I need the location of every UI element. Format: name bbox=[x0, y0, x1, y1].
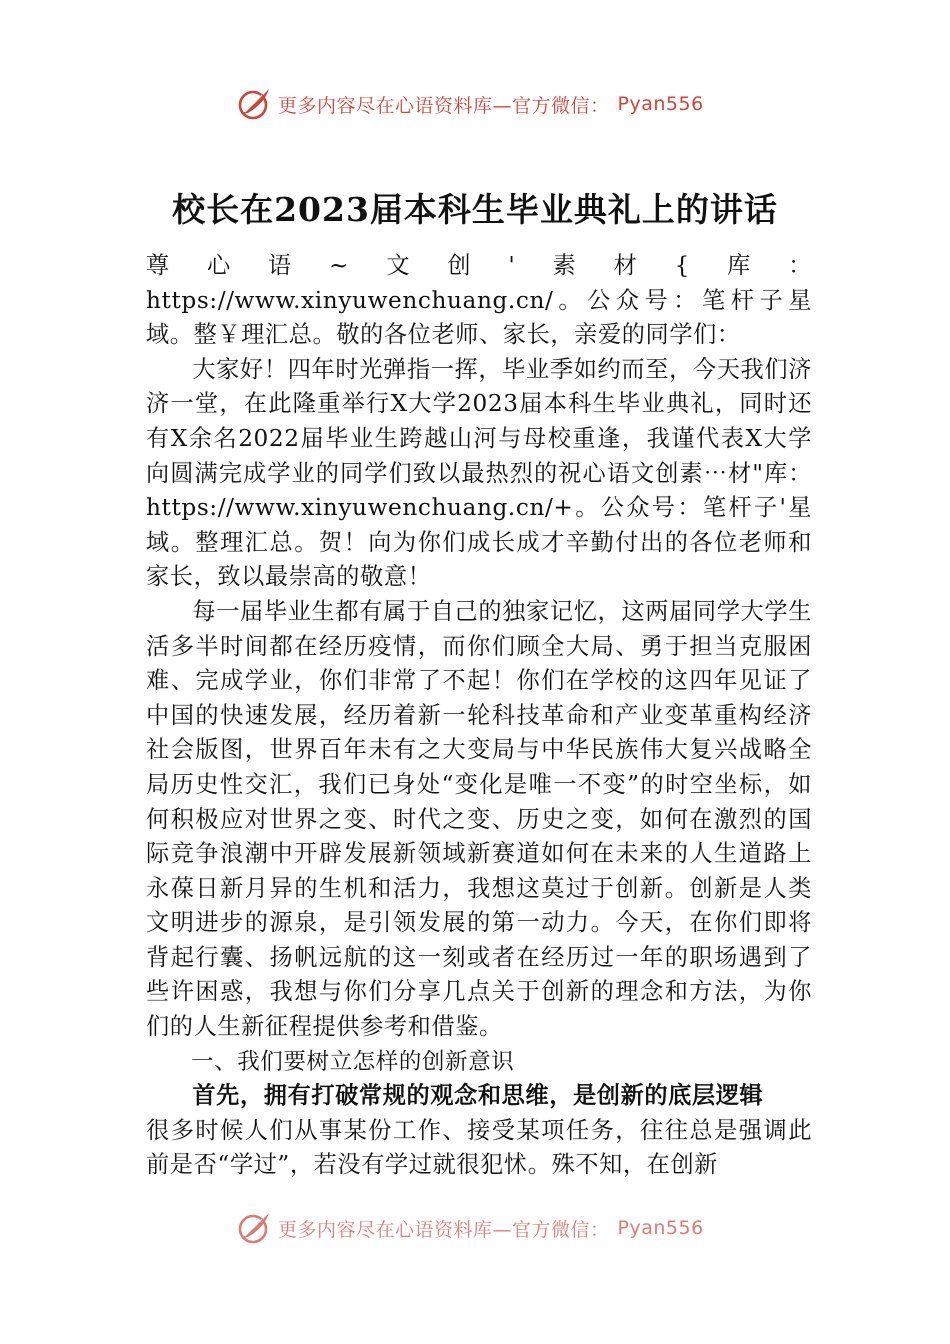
document-title: 校长在2023届本科生毕业典礼上的讲话 bbox=[172, 190, 778, 229]
watermark-header bbox=[236, 84, 704, 124]
watermark-text: 更多内容尽在心语资料库—官方微信： bbox=[278, 1218, 610, 1241]
quill-logo-icon bbox=[236, 86, 272, 122]
section-heading: 一、我们要树立怎样的创新意识 bbox=[191, 1048, 515, 1075]
bold-lead-paragraph bbox=[146, 1079, 812, 1114]
watermark-wechat-id: Pyan556 bbox=[617, 1217, 704, 1239]
bold-lead-text: 首先，拥有打破常规的观念和思维，是创新的底层逻辑 bbox=[192, 1082, 764, 1110]
body-paragraph-continued: 很多时候人们从事某份工作、接受某项任务，往往总是强调此前是否“学过”，若没有学过就很犯怵。殊不知，在创新 bbox=[146, 1116, 812, 1179]
body-paragraph: 大家好！四年时光弹指一挥，毕业季如约而至，今天我们济济一堂，在此隆重举行X大学2023届本科生毕业典礼，同时还有X余名2022届毕业生跨越山河与母校重逢，我谨代表X大学向圆满完成学业的同学们致以最热烈的祝心语文创素⋯材"库：https://www.xinyuwenchuang.cn/+。公众号：笔杆子'星域。整理汇总。贺！向为你们成长成才辛勤付出的各位老师和家长，致以最崇高的敬意！ bbox=[146, 355, 812, 591]
salutation-paragraph: 尊心语~文创'素材{库：https://www.xinyuwenchuang.cn/。公众号：笔杆子星域。整￥理汇总。敬的各位老师、家长，亲爱的同学们： bbox=[146, 252, 812, 349]
quill-logo-icon bbox=[236, 1210, 272, 1246]
watermark-wechat-id: Pyan556 bbox=[617, 93, 704, 115]
document-body bbox=[146, 249, 812, 1183]
watermark-footer bbox=[236, 1208, 704, 1248]
watermark-text: 更多内容尽在心语资料库—官方微信： bbox=[278, 94, 610, 117]
body-paragraph: 每一届毕业生都有属于自己的独家记忆，这两届同学大学生活多半时间都在经历疫情，而你们顾全大局、勇于担当克服困难、完成学业，你们非常了不起！你们在学校的这四年见证了中国的快速发展，经历着新一轮科技革命和产业变革重构经济社会版图，世界百年未有之大变局与中华民族伟大复兴战略全局历史性交汇，我们已身处“变化是唯一不变”的时空坐标，如何积极应对世界之变、时代之变、历史之变，如何在激烈的国际竞争浪潮中开辟发展新领域新赛道如何在未来的人生道路上永葆日新月异的生机和活力，我想这莫过于创新。创新是人类文明进步的源泉，是引领发展的第一动力。今天，在你们即将背起行囊、扬帆远航的这一刻或者在经历过一年的职场遇到了些许困惑，我想与你们分享几点关于创新的理念和方法，为你们的人生新征程提供参考和借鉴。 bbox=[146, 597, 812, 1041]
